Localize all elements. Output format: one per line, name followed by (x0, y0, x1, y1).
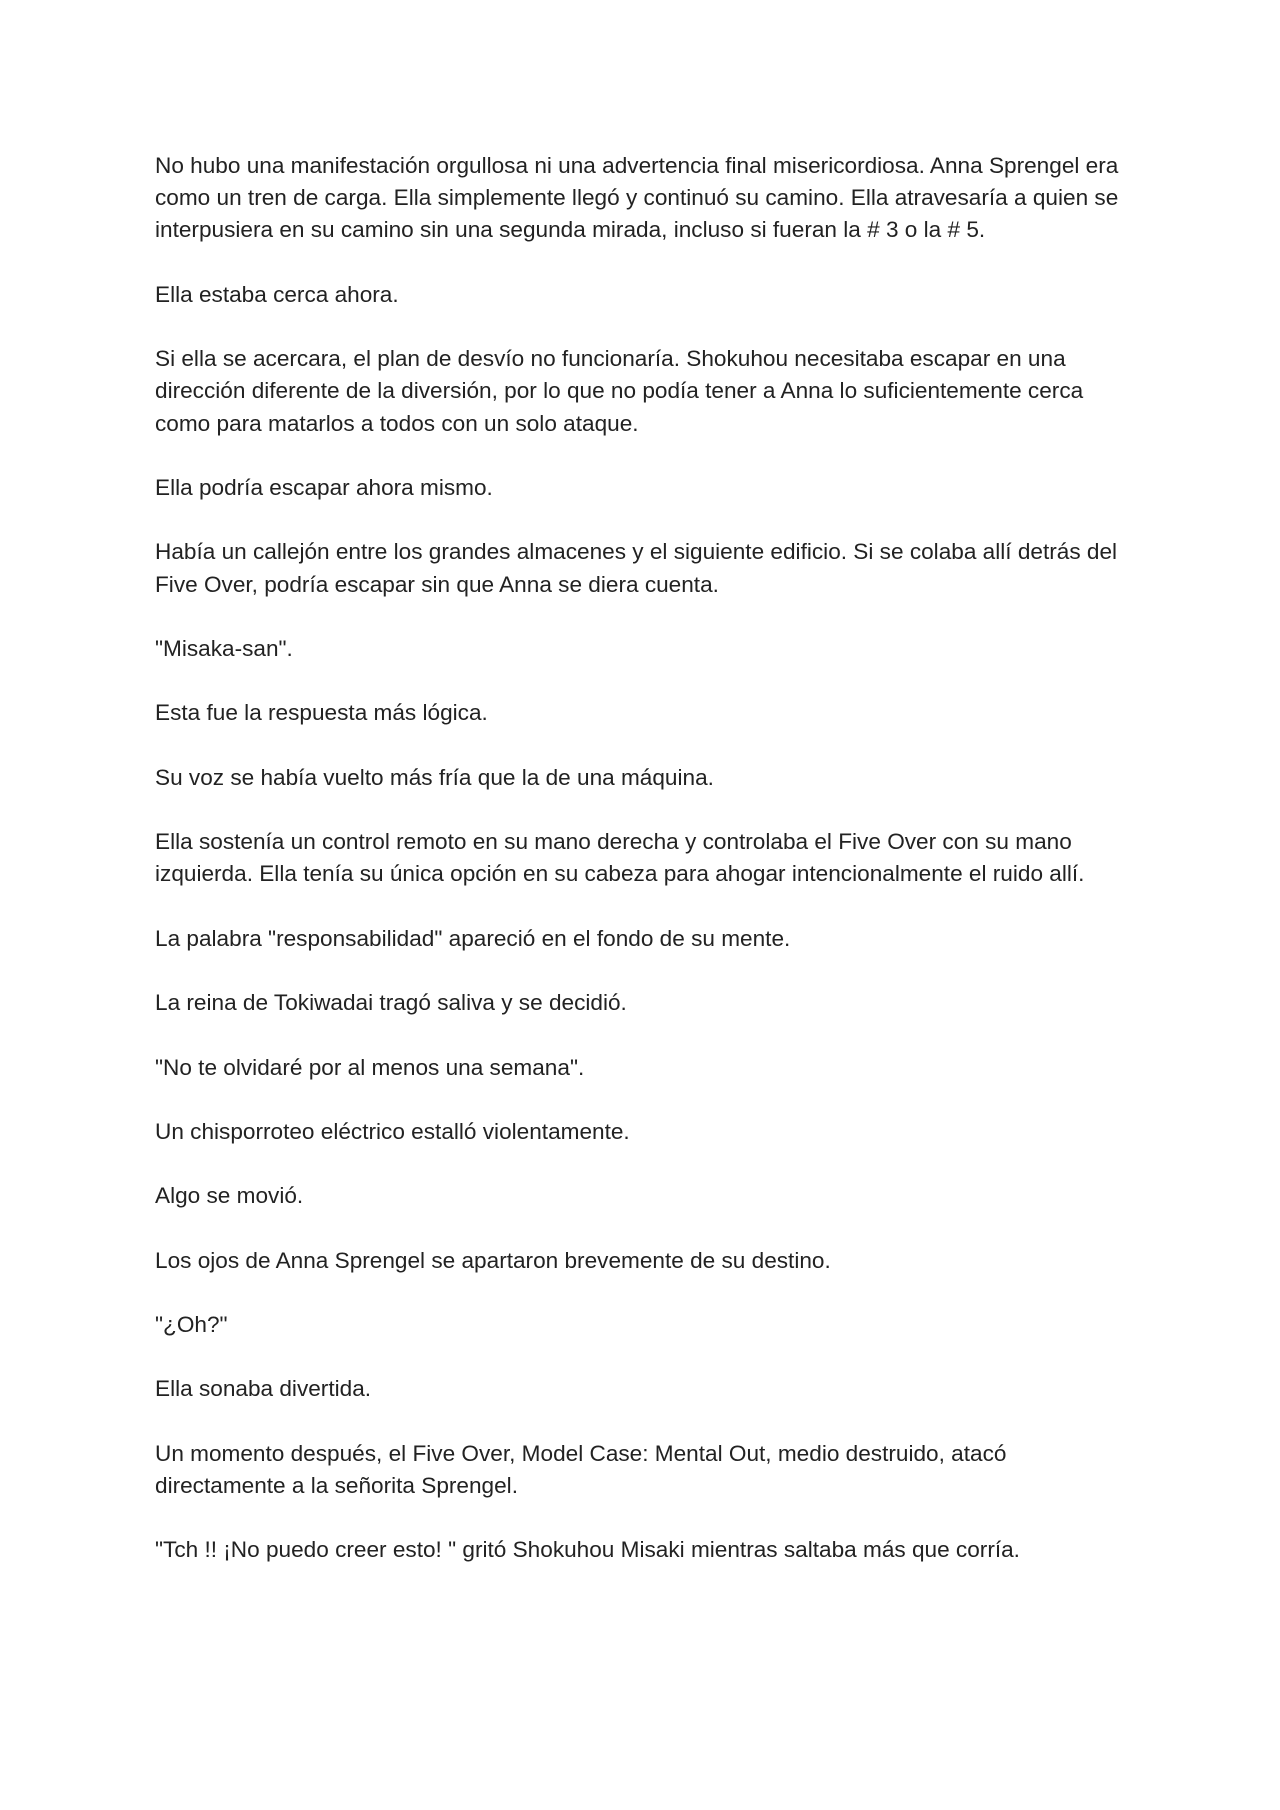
paragraph: Un chisporroteo eléctrico estalló violentamente. (155, 1118, 630, 1144)
paragraph: Ella estaba cerca ahora. (155, 281, 399, 307)
paragraph: Había un callejón entre los grandes almacenes y el siguiente edificio. Si se colaba allí detrás del Five Over, podría escapar sin que Anna se diera cuenta. (155, 539, 1118, 597)
paragraph: "Misaka-san". (155, 635, 293, 661)
paragraph: Ella sonaba divertida. (155, 1376, 372, 1402)
paragraph: Un momento después, el Five Over, Model Case: Mental Out, medio destruido, atacó directamente a la señorita Sprengel. (155, 1440, 1007, 1499)
paragraph: Los ojos de Anna Sprengel se apartaron brevemente de su destino. (155, 1247, 831, 1273)
paragraph: "No te olvidaré por al menos una semana". (155, 1054, 585, 1080)
paragraph: Si ella se acercara, el plan de desvío no funcionaría. Shokuhou necesitaba escapar en una dirección diferente de la diversión, por lo que no podía tener a Anna lo suficientemente cerca como para matarlos a todos con un solo ataque. (155, 346, 1084, 436)
paragraph: La reina de Tokiwadai tragó saliva y se decidió. (155, 990, 627, 1016)
paragraph: Esta fue la respuesta más lógica. (155, 700, 488, 726)
document-body (155, 150, 1140, 1599)
paragraph: No hubo una manifestación orgullosa ni una advertencia final misericordiosa. Anna Sprengel era como un tren de carga. Ella simplemente llegó y continuó su camino. Ella atravesaría a quien se interpusiera en su camino sin una segunda mirada, incluso si fueran la # 3 o la # 5. (155, 153, 1119, 243)
paragraph: "¿Oh?" (155, 1312, 228, 1338)
paragraph: Ella podría escapar ahora mismo. (155, 474, 493, 500)
paragraph: "Tch !! ¡No puedo creer esto! " gritó Shokuhou Misaki mientras saltaba más que corría. (155, 1537, 1020, 1563)
paragraph: Su voz se había vuelto más fría que la de una máquina. (155, 764, 714, 790)
paragraph: Algo se movió. (155, 1183, 304, 1209)
paragraph: La palabra "responsabilidad" apareció en el fondo de su mente. (155, 925, 791, 951)
paragraph: Ella sostenía un control remoto en su mano derecha y controlaba el Five Over con su mano izquierda. Ella tenía su única opción en su cabeza para ahogar intencionalmente el ruido allí. (155, 829, 1085, 887)
